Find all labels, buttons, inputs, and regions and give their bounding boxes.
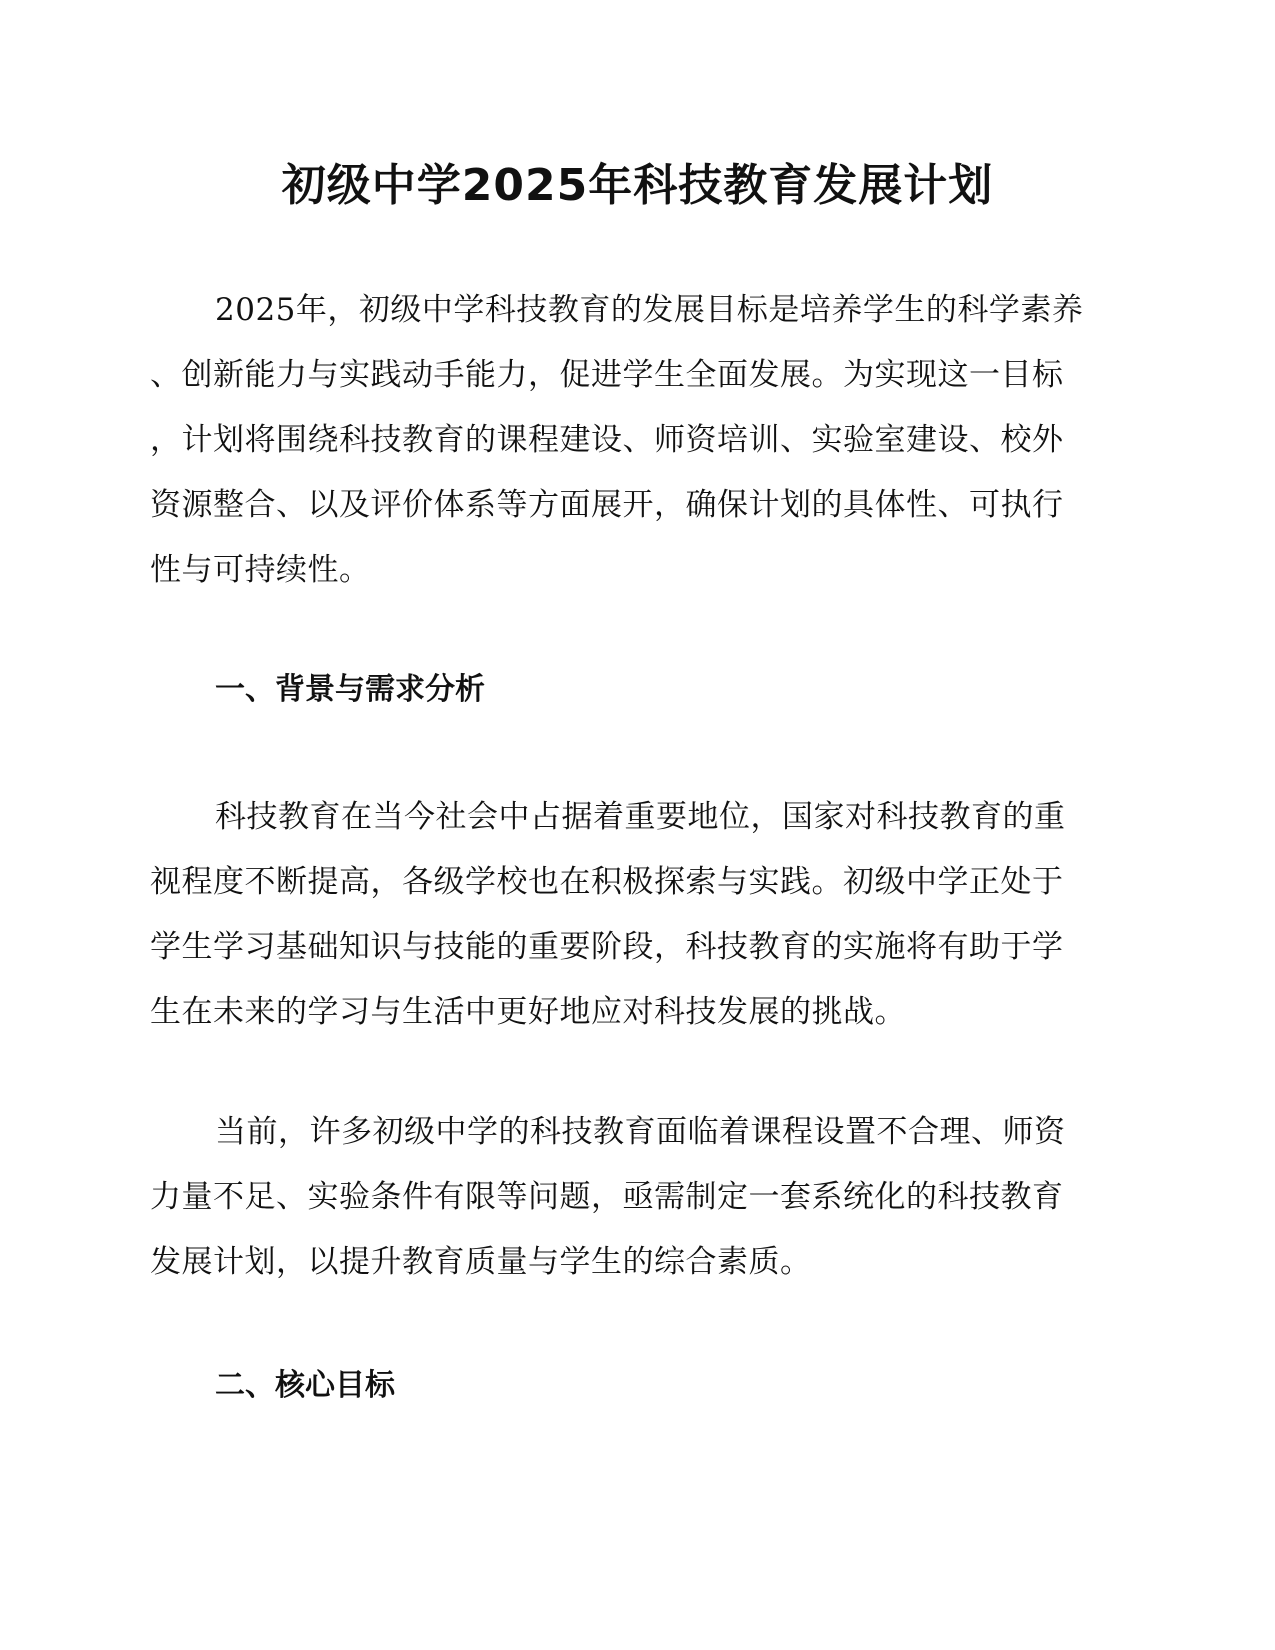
intro-line-2: 、创新能力与实践动手能力，促进学生全面发展。为实现这一目标 [150, 357, 1064, 393]
intro-paragraph [150, 278, 1120, 603]
section-heading-core-goals: 二、核心目标 [215, 1368, 395, 1403]
background-p2-line-1: 当前，许多初级中学的科技教育面临着课程设置不合理、师资 [215, 1114, 1066, 1150]
intro-line-4: 资源整合、以及评价体系等方面展开，确保计划的具体性、可执行 [150, 487, 1064, 523]
background-p2-line-2: 力量不足、实验条件有限等问题，亟需制定一套系统化的科技教育 [150, 1179, 1064, 1215]
background-p1-line-1: 科技教育在当今社会中占据着重要地位，国家对科技教育的重 [215, 799, 1066, 835]
intro-line-5: 性与可持续性。 [150, 552, 371, 588]
intro-line-1: 2025年，初级中学科技教育的发展目标是培养学生的科学素养 [215, 292, 1084, 328]
background-p1-line-4: 生在未来的学习与生活中更好地应对科技发展的挑战。 [150, 994, 906, 1030]
background-paragraph-1 [150, 785, 1120, 1045]
background-paragraph-2 [150, 1100, 1120, 1295]
background-p2-line-3: 发展计划，以提升教育质量与学生的综合素质。 [150, 1244, 812, 1280]
document-title: 初级中学2025年科技教育发展计划 [281, 160, 994, 211]
intro-line-3: ，计划将围绕科技教育的课程建设、师资培训、实验室建设、校外 [150, 422, 1064, 458]
section-heading-background: 一、背景与需求分析 [215, 672, 485, 707]
background-p1-line-2: 视程度不断提高，各级学校也在积极探索与实践。初级中学正处于 [150, 864, 1064, 900]
background-p1-line-3: 学生学习基础知识与技能的重要阶段，科技教育的实施将有助于学 [150, 929, 1064, 965]
